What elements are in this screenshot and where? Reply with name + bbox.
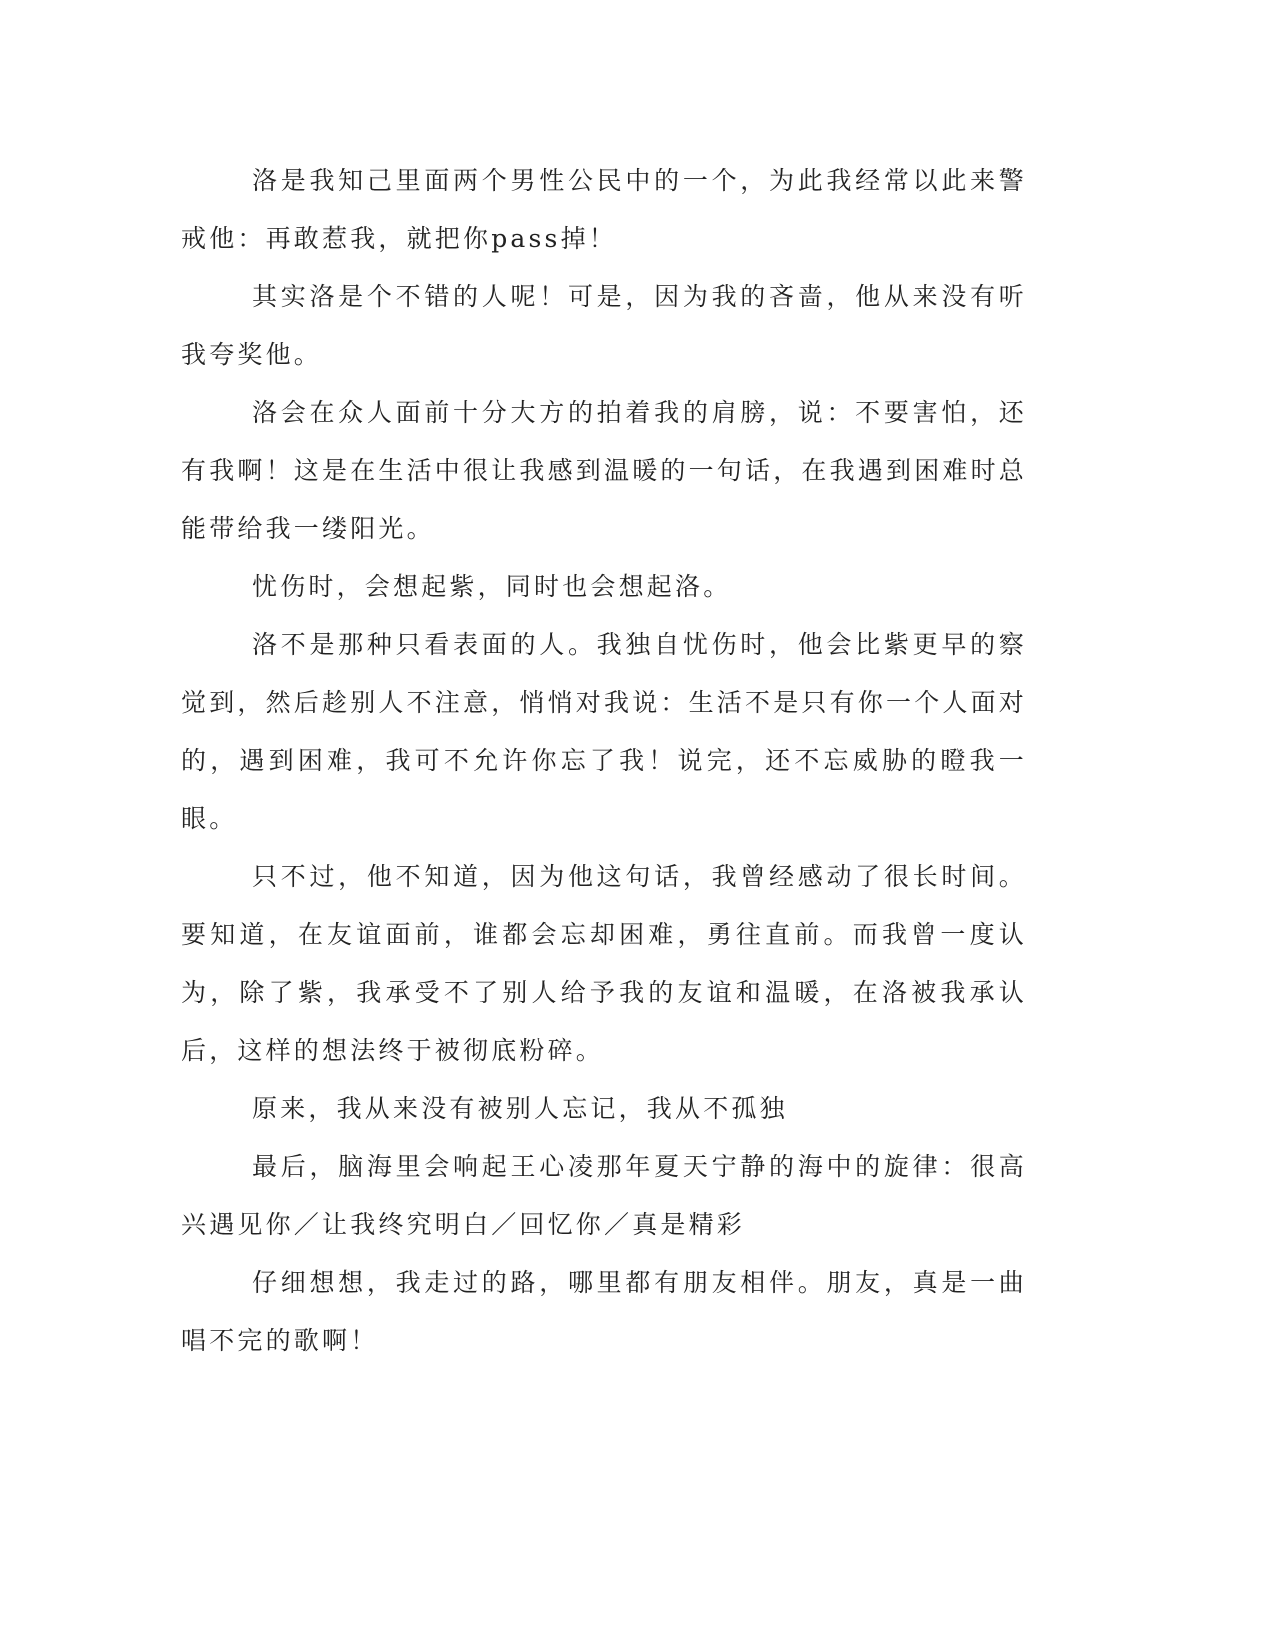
paragraph-3: 洛会在众人面前十分大方的拍着我的肩膀，说：不要害怕，还有我啊！这是在生活中很让我感到温暖的一句话，在我遇到困难时总能带给我一缕阳光。 [181, 398, 1028, 543]
paragraph-9: 仔细想想，我走过的路，哪里都有朋友相伴。朋友，真是一曲唱不完的歌啊！ [181, 1268, 1027, 1355]
paragraph-1: 洛是我知己里面两个男性公民中的一个，为此我经常以此来警戒他：再敢惹我，就把你pass掉！ [181, 166, 1027, 253]
paragraph-8: 最后，脑海里会响起王心凌那年夏天宁静的海中的旋律：很高兴遇见你／让我终究明白／回忆你／真是精彩 [181, 1152, 1027, 1239]
paragraph-2: 其实洛是个不错的人呢！可是，因为我的吝啬，他从来没有听我夸奖他。 [181, 282, 1027, 369]
paragraph-6: 只不过，他不知道，因为他这句话，我曾经感动了很长时间。要知道，在友谊面前，谁都会忘却困难，勇往直前。而我曾一度认为，除了紫，我承受不了别人给予我的友谊和温暖，在洛被我承认后，这样的想法终于被彻底粉碎。 [181, 862, 1027, 1065]
document-body [181, 152, 1027, 1370]
paragraph-5: 洛不是那种只看表面的人。我独自忧伤时，他会比紫更早的察觉到，然后趁别人不注意，悄悄对我说：生活不是只有你一个人面对的，遇到困难，我可不允许你忘了我！说完，还不忘威胁的瞪我一眼。 [181, 630, 1028, 833]
paragraph-4: 忧伤时，会想起紫，同时也会想起洛。 [252, 572, 732, 601]
paragraph-7: 原来，我从来没有被别人忘记，我从不孤独 [252, 1094, 788, 1123]
